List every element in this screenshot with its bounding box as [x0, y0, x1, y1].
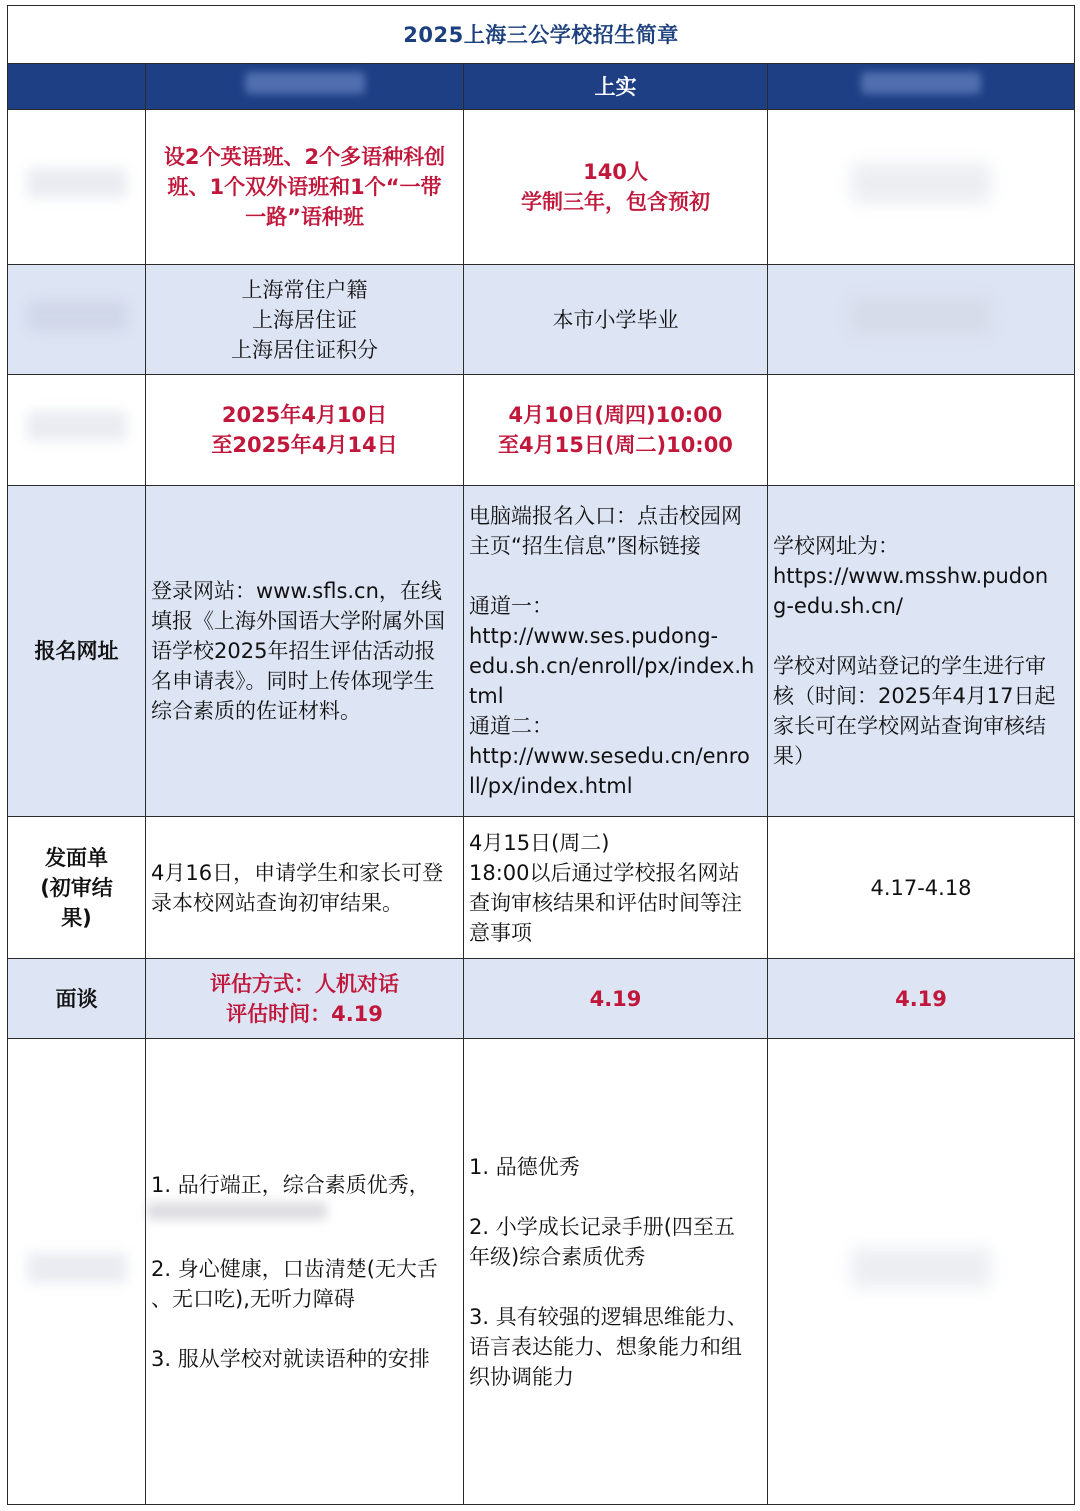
text-line: 2. 小学成长记录手册(四至五 — [469, 1214, 735, 1239]
admissions-table — [7, 5, 1075, 1505]
title-row — [8, 6, 1075, 64]
redacted-label — [27, 411, 127, 441]
header-row — [8, 64, 1075, 110]
header-school-2: 上实 — [464, 64, 768, 110]
row-label-interview: 面谈 — [8, 959, 146, 1039]
results-col3 — [464, 817, 768, 959]
redacted-label — [27, 301, 127, 331]
text-line: 评估方式：人机对话 — [210, 971, 399, 996]
row-label-website: 报名网址 — [8, 486, 146, 817]
eligibility-col3: 本市小学毕业 — [464, 265, 768, 375]
results-col2 — [146, 817, 464, 959]
row-interview — [8, 959, 1075, 1039]
enrollment-col4 — [768, 110, 1075, 265]
spacer — [151, 1224, 458, 1254]
text-line: 主页“招生信息”图标链接 — [469, 534, 701, 558]
header-corner — [8, 64, 146, 110]
website-col3 — [464, 486, 768, 817]
eligibility-col4 — [768, 265, 1075, 375]
text-line: 上海居住证积分 — [231, 337, 378, 362]
text-line: 家长可在学校网站查询审核结 — [773, 714, 1046, 738]
redacted-school-name — [245, 72, 365, 94]
text-line: 上海居住证 — [252, 307, 357, 332]
redacted-line — [147, 1202, 327, 1220]
link-text[interactable]: ll/px/index.html — [469, 774, 633, 798]
redacted-label — [27, 168, 127, 198]
text-line: 年级)综合素质优秀 — [469, 1244, 646, 1269]
row-website — [8, 486, 1075, 817]
text-line: 查询审核结果和评估时间等注 — [469, 890, 742, 915]
text-line: 电脑端报名入口：点击校园网 — [469, 504, 742, 528]
link-text[interactable]: http://www.ses.pudong- — [469, 624, 719, 648]
text-line: 果) — [61, 905, 92, 930]
redacted-content — [851, 163, 991, 203]
text-line: 2. 身心健康，口齿清楚(无大舌 — [151, 1256, 438, 1281]
spacer — [469, 1272, 762, 1302]
text-line: 4月10日(周四)10:00 — [508, 403, 723, 427]
text-line: 评估时间：4.19 — [226, 1001, 383, 1026]
text-line: 学制三年，包含预初 — [521, 190, 710, 214]
spacer — [151, 1314, 458, 1344]
text-line: 、无口吃),无听力障碍 — [151, 1286, 355, 1311]
link-text[interactable]: g-edu.sh.cn/ — [773, 594, 903, 618]
redacted-label — [27, 1253, 127, 1283]
text-line: 综合素质的佐证材料。 — [151, 699, 361, 723]
requirements-col3 — [464, 1039, 768, 1505]
header-school-3 — [768, 64, 1075, 110]
text-line: 设2个英语班、2个多语种科创 — [163, 145, 446, 169]
row-dates — [8, 375, 1075, 486]
eligibility-col2 — [146, 265, 464, 375]
dates-col4 — [768, 375, 1075, 486]
redacted-school-name — [861, 72, 981, 94]
text-line: 织协调能力 — [469, 1364, 574, 1389]
text-line: 一路”语种班 — [245, 205, 364, 229]
text-line: 录本校网站查询初审结果。 — [151, 890, 403, 915]
website-col2 — [146, 486, 464, 817]
results-col4: 4.17-4.18 — [768, 817, 1075, 959]
row-label-requirements — [8, 1039, 146, 1505]
text-line: 2025年4月10日 — [221, 403, 388, 427]
text-line: 语言表达能力、想象能力和组 — [469, 1334, 742, 1359]
text-line: 4月16日，申请学生和家长可登 — [151, 860, 444, 885]
enrollment-col2 — [146, 110, 464, 265]
text-line: (初审结 — [40, 875, 113, 900]
page-title: 2025上海三公学校招生简章 — [8, 6, 1075, 64]
link-text[interactable]: http://www.sesedu.cn/enro — [469, 744, 750, 768]
row-requirements — [8, 1039, 1075, 1505]
link-text[interactable]: https://www.msshw.pudon — [773, 564, 1049, 588]
text-line: 上海常住户籍 — [241, 277, 368, 302]
text-line: 至2025年4月14日 — [211, 433, 398, 457]
text-line: 至4月15日(周二)10:00 — [498, 433, 733, 457]
text-line: 通道二： — [469, 714, 553, 738]
spacer — [469, 561, 762, 591]
text-line: 意事项 — [469, 920, 532, 945]
text-line: 填报《上海外国语大学附属外国 — [151, 609, 445, 633]
row-label-dates — [8, 375, 146, 486]
row-label-results — [8, 817, 146, 959]
requirements-col4 — [768, 1039, 1075, 1505]
spacer — [773, 621, 1069, 651]
enrollment-col3 — [464, 110, 768, 265]
text-line: 1. 品德优秀 — [469, 1154, 580, 1179]
link-text[interactable]: tml — [469, 684, 504, 708]
text-line: 名申请表》。同时上传体现学生 — [151, 669, 435, 693]
text-line: 发面单 — [45, 845, 108, 870]
redacted-content — [851, 296, 991, 336]
text-line: 班、1个双外语班和1个“一带 — [167, 175, 442, 199]
text-line: 140人 — [583, 160, 648, 184]
text-line: 核（时间：2025年4月17日起 — [773, 684, 1056, 708]
text-line: 学校对网站登记的学生进行审 — [773, 654, 1046, 678]
text-line: 学校网址为： — [773, 534, 899, 558]
text-line: 18:00以后通过学校报名网站 — [469, 860, 740, 885]
text-line: 3. 具有较强的逻辑思维能力、 — [469, 1304, 748, 1329]
interview-col3: 4.19 — [464, 959, 768, 1039]
row-results — [8, 817, 1075, 959]
text-line: 通道一： — [469, 594, 553, 618]
text-line: 3. 服从学校对就读语种的安排 — [151, 1346, 430, 1371]
link-text[interactable]: edu.sh.cn/enroll/px/index.h — [469, 654, 755, 678]
redacted-content — [851, 1248, 991, 1288]
row-label-enrollment — [8, 110, 146, 265]
interview-col4: 4.19 — [768, 959, 1075, 1039]
row-eligibility — [8, 265, 1075, 375]
row-label-eligibility — [8, 265, 146, 375]
text-line: 4月15日(周二) — [469, 830, 610, 855]
text-line: 语学校2025年招生评估活动报 — [151, 639, 436, 663]
dates-col3 — [464, 375, 768, 486]
text-line: 果） — [773, 744, 815, 768]
row-enrollment — [8, 110, 1075, 265]
text-line: 登录网站：www.sfls.cn，在线 — [151, 579, 442, 603]
text-line: 1. 品行端正，综合素质优秀， — [151, 1172, 430, 1197]
interview-col2 — [146, 959, 464, 1039]
header-school-1 — [146, 64, 464, 110]
spacer — [469, 1182, 762, 1212]
website-col4 — [768, 486, 1075, 817]
dates-col2 — [146, 375, 464, 486]
requirements-col2 — [146, 1039, 464, 1505]
